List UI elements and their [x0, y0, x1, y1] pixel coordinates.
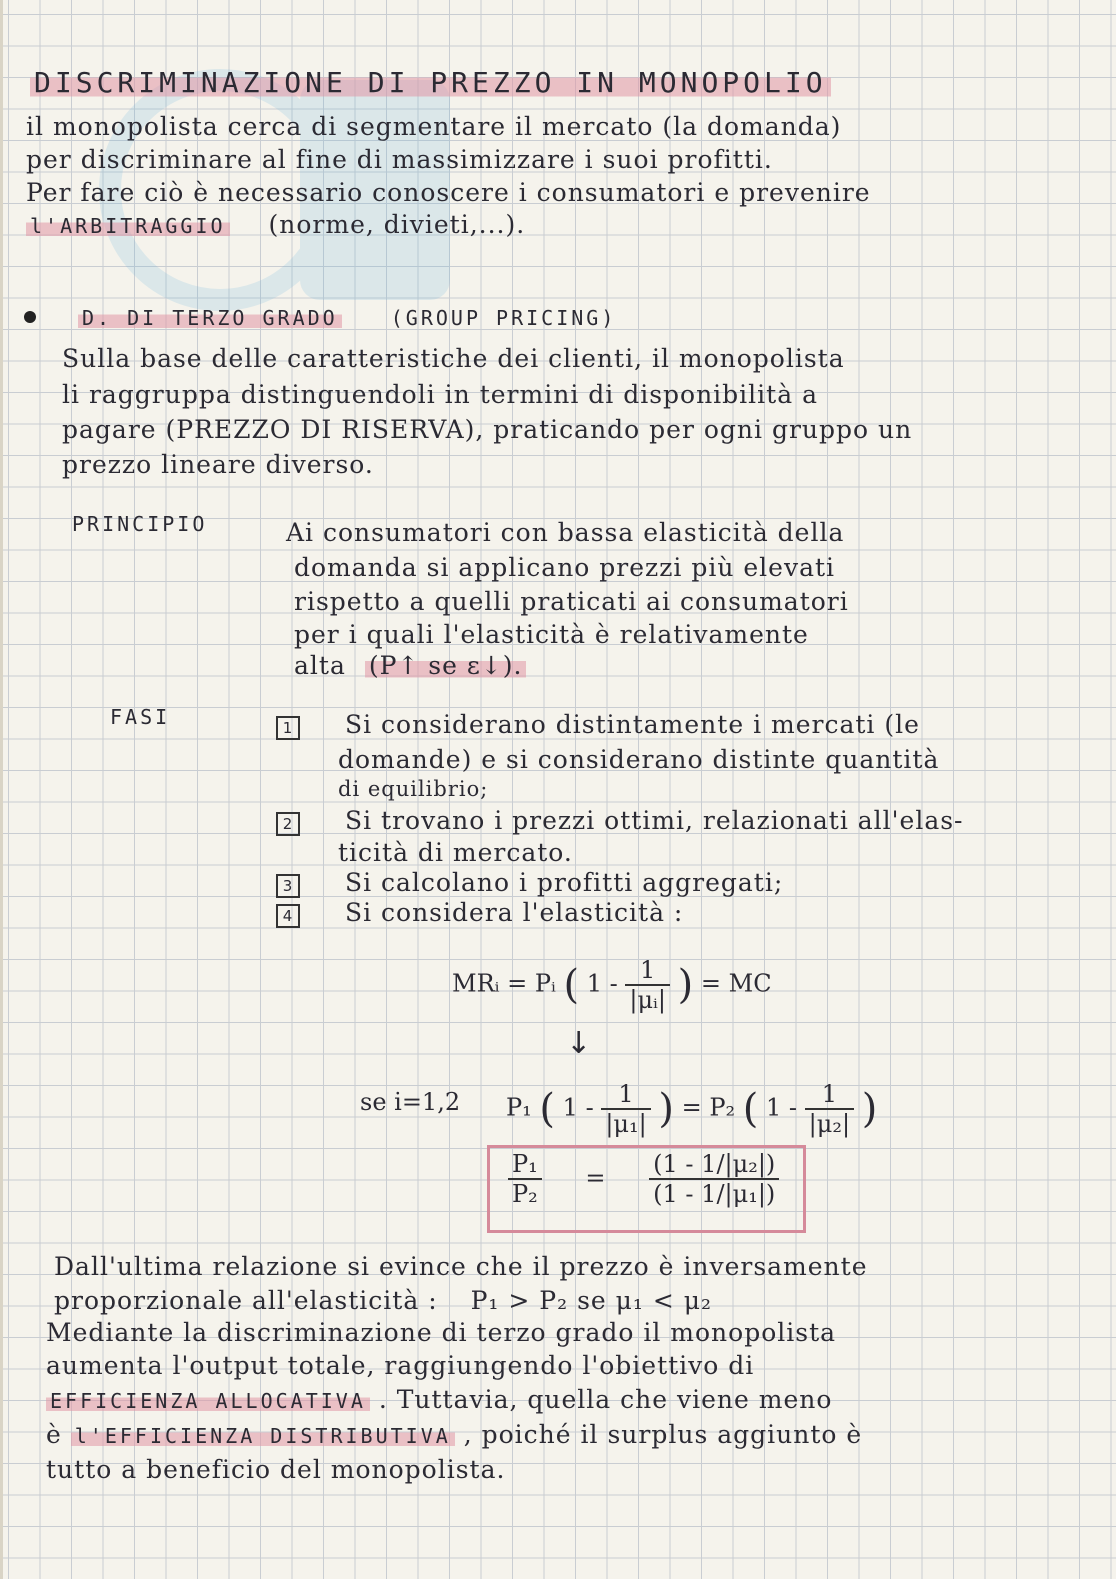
section-heading-english: (GROUP PRICING) — [390, 306, 617, 330]
elasticity-ratio — [649, 1150, 779, 1208]
conclusion-proportional: proporzionale all'elasticità : — [54, 1286, 438, 1315]
eq-p1: P₁ — [506, 1093, 532, 1122]
conclusion-line-1: Dall'ultima relazione si evince che il prezzo è inversamente — [54, 1252, 868, 1281]
principio-line-3: rispetto a quelli praticati ai consumatori — [294, 587, 849, 616]
principio-line-4: per i quali l'elasticità è relativamente — [294, 620, 809, 649]
eq-one-right: 1 - — [766, 1093, 798, 1122]
principio-line-2: domanda si applicano prezzi più elevati — [294, 553, 836, 582]
equality-formula: P₁ ( 1 - $\frac{1}{\text{|μ₁|}}$ ) = P₂ ( 1 - $\frac{1}{\text{|μ₂|}}$ ) — [506, 1080, 878, 1138]
mr-rhs: = MC — [700, 969, 772, 998]
mr-numerator: 1 — [625, 956, 670, 986]
intro-line-3: Per fare ciò è necessario conoscere i consumatori e prevenire — [26, 178, 871, 207]
conclusion-e: è — [46, 1420, 62, 1449]
eq-fraction-left — [601, 1080, 650, 1138]
marginal-revenue-formula: MRᵢ = Pᵢ ( 1 - $\frac{1}{\text{|μᵢ|}}$ ) = MC — [452, 956, 772, 1014]
step-2 — [276, 806, 964, 836]
step-3 — [276, 868, 783, 898]
mr-lhs: MRᵢ = Pᵢ — [452, 969, 556, 998]
eq-fraction-right — [805, 1080, 854, 1138]
conclusion-line-4: aumenta l'output totale, raggiungendo l'obiettivo di — [46, 1351, 755, 1380]
intro-line-1: il monopolista cerca di segmentare il mercato (la domanda) — [26, 112, 842, 141]
intro-line-2: per discriminare al fine di massimizzare i suoi profitti. — [26, 145, 773, 174]
page-title: DISCRIMINAZIONE DI PREZZO IN MONOPOLIO — [30, 66, 831, 99]
arbitraggio-note: (norme, divieti,...). — [268, 210, 526, 239]
principio-alta: alta — [294, 651, 346, 680]
price-ratio — [508, 1150, 542, 1208]
eq-den-left: |μ₁| — [605, 1110, 647, 1138]
mr-fraction — [625, 956, 670, 1014]
principio-rule: (P↑ se ε↓). — [365, 651, 527, 680]
step-text: Si considera l'elasticità : — [344, 898, 684, 927]
eq-num-right: 1 — [805, 1080, 854, 1110]
eq-num-left: 1 — [601, 1080, 650, 1110]
conclusion-line-5 — [46, 1385, 832, 1414]
step-number-box: 4 — [276, 904, 300, 928]
step-number-box: 2 — [276, 812, 300, 836]
ratio-p2: P₂ — [512, 1180, 538, 1208]
section-text-1: Sulla base delle caratteristiche dei clienti, il monopolista — [62, 344, 845, 373]
allocative-efficiency-term: EFFICIENZA ALLOCATIVA — [46, 1389, 370, 1413]
ratio-mu1: (1 - 1/|μ₁|) — [653, 1180, 776, 1208]
eq-den-right: |μ₂| — [808, 1110, 851, 1138]
step-1-line-2: domande) e si considerano distinte quantità — [338, 745, 940, 774]
eq-p2: = P₂ — [681, 1093, 736, 1122]
step-text: Si trovano i prezzi ottimi, relazionati all'elas- — [344, 806, 964, 835]
distributive-efficiency-term: l'EFFICIENZA DISTRIBUTIVA — [71, 1424, 455, 1448]
mr-one: 1 - — [586, 969, 618, 998]
intro-line-4 — [26, 210, 525, 239]
ratio-p1: P₁ — [508, 1150, 542, 1180]
conclusion-line-7: tutto a beneficio del monopolista. — [46, 1455, 506, 1484]
arbitraggio-term: l'ARBITRAGGIO — [26, 214, 230, 238]
step-1-line-3: di equilibrio; — [338, 777, 489, 801]
conclusion-surplus: , poiché il surplus aggiunto è — [463, 1420, 863, 1449]
conclusion-line-6 — [46, 1420, 862, 1449]
ratio-mu2: (1 - 1/|μ₂|) — [649, 1150, 779, 1180]
principio-line-5 — [294, 651, 526, 680]
eq-one-left: 1 - — [562, 1093, 594, 1122]
step-number-box: 1 — [276, 716, 300, 740]
section-text-4: prezzo lineare diverso. — [62, 450, 374, 479]
step-1 — [276, 710, 920, 740]
step-text: Si calcolano i profitti aggregati; — [344, 868, 784, 897]
section-heading-title: D. DI TERZO GRADO — [78, 306, 342, 330]
step-4 — [276, 898, 683, 928]
conclusion-rule: P₁ > P₂ se μ₁ < μ₂ — [470, 1286, 713, 1315]
conclusion-line-2 — [54, 1286, 712, 1315]
step-2-line-2: ticità di mercato. — [338, 838, 573, 867]
step-text: Si considerano distintamente i mercati (le — [344, 710, 920, 739]
section-text-3: pagare (PREZZO DI RISERVA), praticando per ogni gruppo un — [62, 415, 913, 444]
index-condition: se i=1,2 — [360, 1088, 461, 1116]
bullet-icon — [24, 311, 36, 323]
principio-label: PRINCIPIO — [72, 512, 208, 536]
section-text-2: li raggruppa distinguendoli in termini di disponibilità a — [62, 380, 818, 409]
principio-line-1: Ai consumatori con bassa elasticità della — [286, 518, 845, 547]
conclusion-tuttavia: . Tuttavia, quella che viene meno — [378, 1385, 833, 1414]
step-number-box: 3 — [276, 874, 300, 898]
page-margin — [0, 0, 3, 1579]
ratio-equals: = — [585, 1163, 606, 1192]
mr-denominator: |μᵢ| — [629, 986, 666, 1014]
conclusion-line-3: Mediante la discriminazione di terzo grado il monopolista — [46, 1318, 837, 1347]
section-heading — [78, 306, 616, 330]
fasi-label: FASI — [110, 705, 171, 729]
down-arrow-icon: ↓ — [566, 1026, 592, 1061]
price-ratio-formula — [508, 1150, 779, 1208]
